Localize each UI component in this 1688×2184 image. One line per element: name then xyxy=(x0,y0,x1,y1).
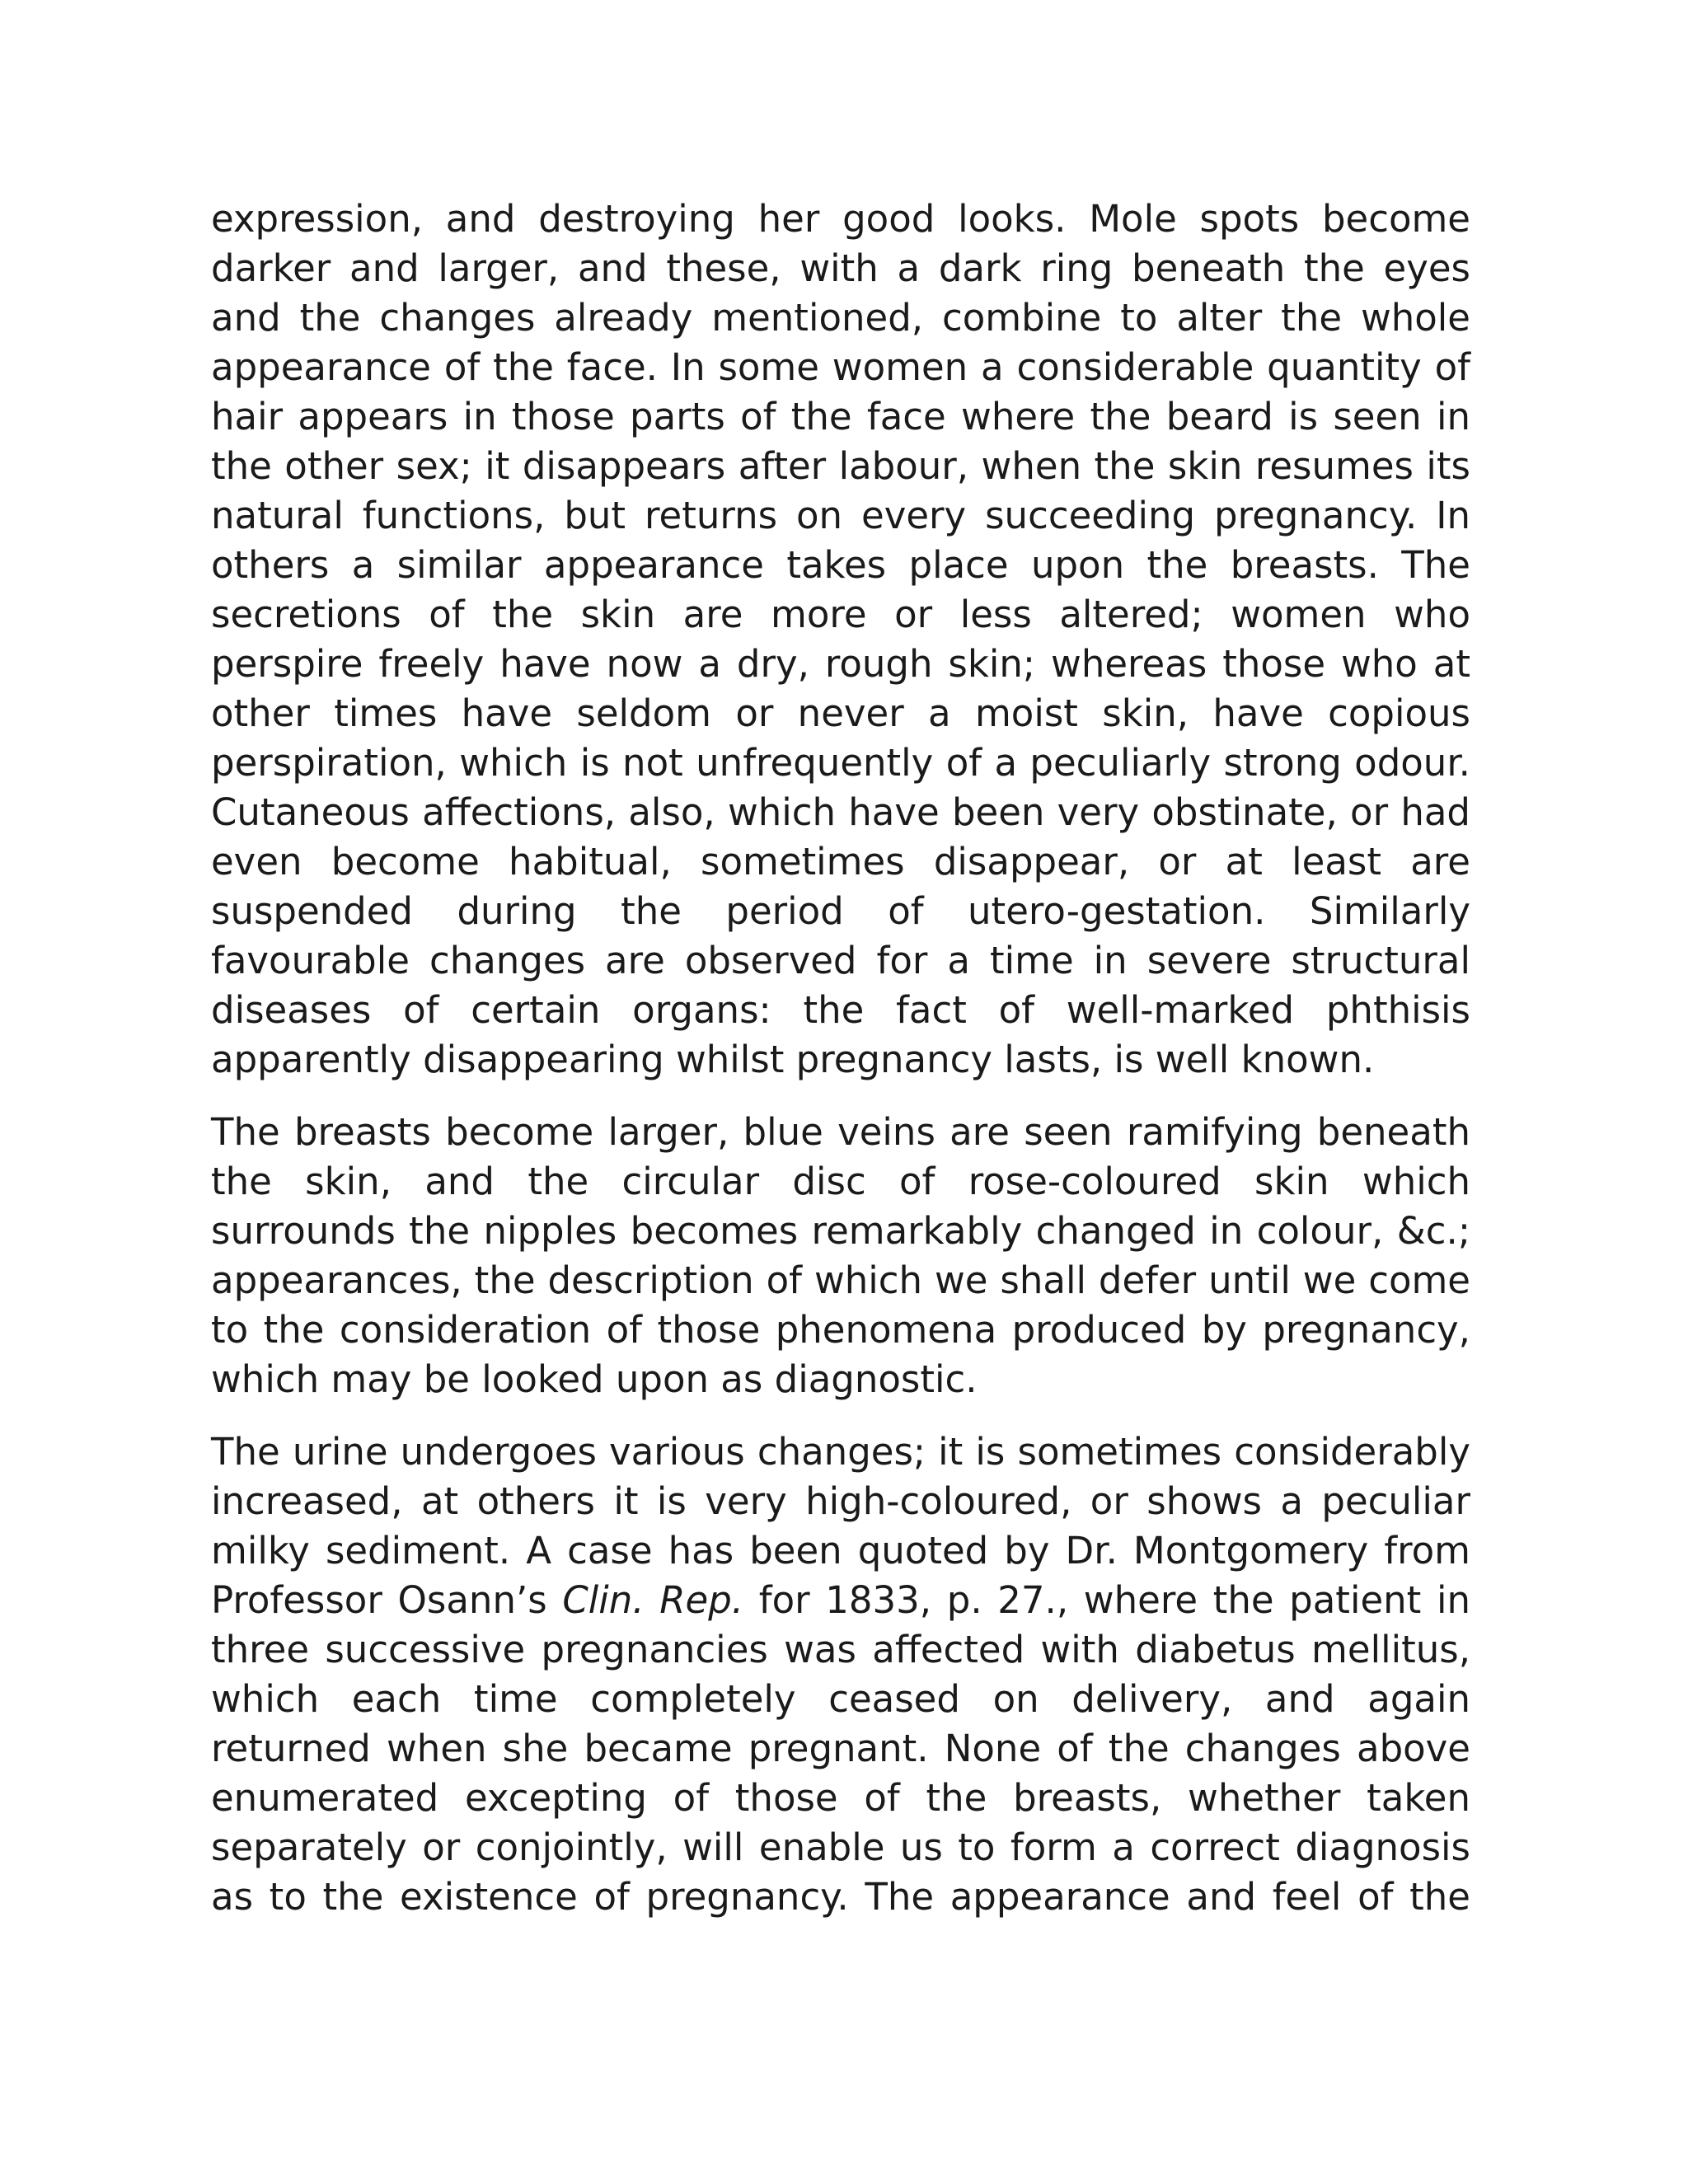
paragraph-urine xyxy=(211,1427,1470,1922)
paragraph-urine-text-after: for 1833, p. 27., where the patient in three successive pregnancies was affected with diabetus mellitus, which each time completely ceased on delivery, and again returned when she became pregnant. None of the changes above enumerated excepting of those of the breasts, whether taken separately or conjointly, will enable us to form a correct diagnosis as to the existence of pregnancy. The appearance and feel of the xyxy=(211,1578,1470,1919)
citation-title: Clin. Rep. xyxy=(562,1578,744,1622)
page-body xyxy=(211,194,1470,1945)
paragraph-skin-changes: expression, and destroying her good looks. Mole spots become darker and larger, and these, with a dark ring beneath the eyes and the changes already mentioned, combine to alter the whole appearance of the face. In some women a considerable quantity of hair appears in those parts of the face where the beard is seen in the other sex; it disappears after labour, when the skin resumes its natural functions, but returns on every succeeding pregnancy. In others a similar appearance takes place upon the breasts. The secretions of the skin are more or less altered; women who perspire freely have now a dry, rough skin; whereas those who at other times have seldom or never a moist skin, have copious perspiration, which is not unfrequently of a peculiarly strong odour. Cutaneous affections, also, which have been very obstinate, or had even become habitual, sometimes disappear, or at least are suspended during the period of utero-gestation. Similarly favourable changes are observed for a time in severe structural diseases of certain organs: the fact of well-marked phthisis apparently disappearing whilst pregnancy lasts, is well known. xyxy=(211,197,1470,1081)
paragraph-urine-text-before: The urine undergoes various changes; it is sometimes considerably increased, at others it is very high-coloured, or shows a peculiar milky sediment. A case has been quoted by Dr. Montgomery from Professor Osann’s xyxy=(211,1430,1470,1622)
paragraph-breasts: The breasts become larger, blue veins are seen ramifying beneath the skin, and the circular disc of rose-coloured skin which surrounds the nipples becomes remarkably changed in colour, &c.; appearances, the description of which we shall defer until we come to the consideration of those phenomena produced by pregnancy, which may be looked upon as diagnostic. xyxy=(211,1110,1470,1401)
